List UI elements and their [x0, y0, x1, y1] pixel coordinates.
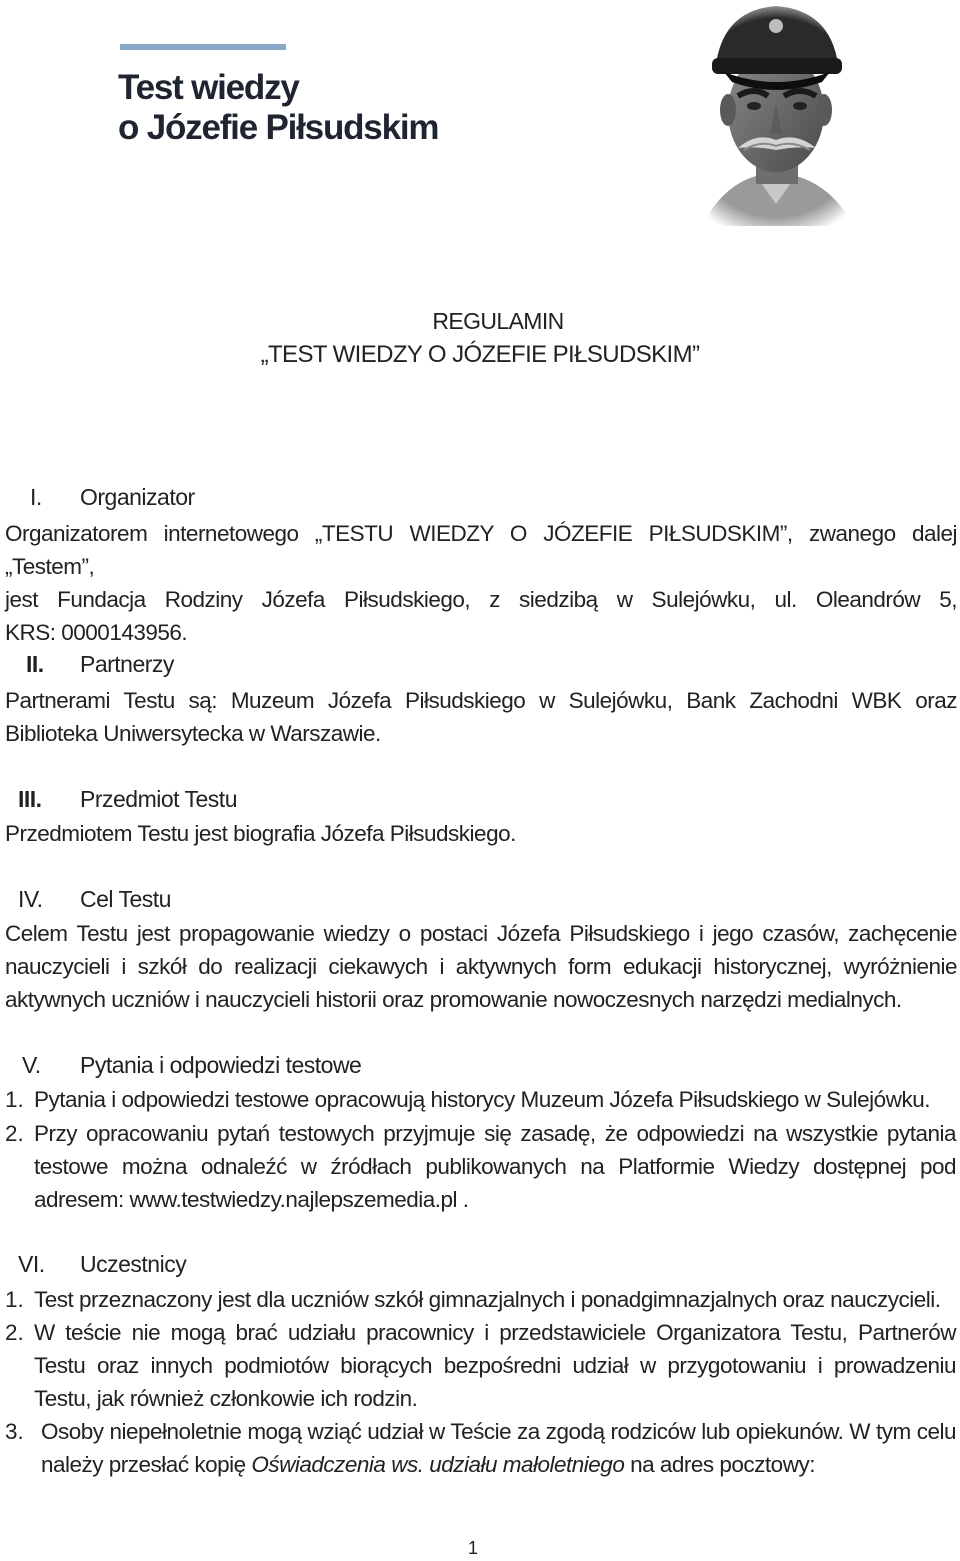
section-5-item-1-number: 1. — [5, 1087, 24, 1112]
section-6-item-1-line: Test przeznaczony jest dla uczniów szkół gimnazjalnych i ponadgimnazjalnych oraz nauczycieli. — [34, 1287, 941, 1312]
section-5-title: Pytania i odpowiedzi testowe — [80, 1052, 362, 1078]
section-6-item-1-number: 1. — [5, 1287, 24, 1312]
section-5-item-2-number: 2. — [5, 1121, 24, 1146]
section-3-body — [5, 817, 957, 850]
portrait-photo-icon — [672, 0, 880, 226]
logo — [118, 68, 438, 148]
section-1-number: I. — [30, 484, 42, 510]
section-2-title: Partnerzy — [80, 651, 174, 677]
section-1-body — [5, 517, 957, 649]
section-3-number: III. — [18, 786, 42, 812]
section-6-number: VI. — [18, 1251, 45, 1277]
section-2-number: II. — [26, 651, 44, 677]
section-6-item-3-number: 3. — [5, 1419, 24, 1444]
section-1-line: jest Fundacja Rodziny Józefa Piłsudskiego, z siedzibą w Sulejówku, ul. Oleandrów 5, — [5, 587, 957, 612]
section-4-line: nauczycieli i szkół do realizacji ciekawych i aktywnych form edukacji historycznej, wyróżnienie — [5, 954, 957, 979]
section-5-item-2-line: testowe można odnaleźć w źródłach publikowanych na Platformie Wiedzy dostępnej pod — [34, 1154, 956, 1179]
section-5-number: V. — [22, 1052, 41, 1078]
logo-line-1: Test wiedzy — [118, 68, 299, 107]
doc-title-line-2: „TEST WIEDZY O JÓZEFIE PIŁSUDSKIM” — [260, 341, 700, 368]
section-6-title: Uczestnicy — [80, 1251, 187, 1277]
section-1-line: Organizatorem internetowego „TESTU WIEDZY O JÓZEFIE PIŁSUDSKIM”, zwanego dalej „Testem”, — [5, 521, 957, 579]
section-6-item-3 — [41, 1415, 956, 1481]
section-2-body — [5, 684, 957, 750]
section-5-item-1 — [34, 1083, 954, 1116]
logo-line-2: o Józefie Piłsudskim — [118, 108, 439, 147]
section-4-title: Cel Testu — [80, 886, 171, 912]
declaration-form-name: Oświadczenia ws. udziału małoletniego — [251, 1452, 625, 1477]
section-4-line: aktywnych uczniów i nauczycieli historii oraz promowanie nowoczesnych narzędzi medialnych. — [5, 987, 902, 1012]
section-6-item-2-number: 2. — [5, 1320, 24, 1345]
section-4-body — [5, 917, 957, 1016]
section-6-item-2 — [34, 1316, 956, 1415]
section-6-item-2-line: W teście nie mogą brać udziału pracownicy i przedstawiciele Organizatora Testu, Partnerów — [34, 1320, 956, 1345]
section-4-line: Celem Testu jest propagowanie wiedzy o postaci Józefa Piłsudskiego i jego czasów, zachęcenie — [5, 921, 957, 946]
section-3-title: Przedmiot Testu — [80, 786, 237, 812]
section-1-line: KRS: 0000143956. — [5, 620, 188, 645]
section-6-item-2-line: Testu oraz innych podmiotów biorących bezpośredni udział w przygotowaniu i prowadzeniu — [34, 1353, 956, 1378]
section-6-item-3-line: Osoby niepełnoletnie mogą wziąć udział w Teście za zgodą rodziców lub opiekunów. W tym celu — [41, 1419, 956, 1444]
page-number: 1 — [468, 1538, 479, 1558]
section-6-item-3-text: należy przesłać kopię — [41, 1452, 252, 1477]
section-5-item-2-line: adresem: www.testwiedzy.najlepszemedia.pl . — [34, 1187, 469, 1212]
section-6-item-2-line: Testu, jak również członkowie ich rodzin. — [34, 1386, 418, 1411]
logo-accent-bar — [120, 44, 286, 50]
section-2-line: Partnerami Testu są: Muzeum Józefa Piłsudskiego w Sulejówku, Bank Zachodni WBK oraz — [5, 688, 957, 713]
section-6-item-3-text: na adres pocztowy: — [624, 1452, 815, 1477]
section-5-item-2 — [34, 1117, 956, 1216]
section-5-item-2-line: Przy opracowaniu pytań testowych przyjmuje się zasadę, że odpowiedzi na wszystkie pytania — [34, 1121, 956, 1146]
section-6-item-1 — [34, 1283, 956, 1316]
section-2-line: Biblioteka Uniwersytecka w Warszawie. — [5, 721, 381, 746]
section-3-line: Przedmiotem Testu jest biografia Józefa Piłsudskiego. — [5, 821, 516, 846]
section-6-item-3-line — [41, 1448, 956, 1481]
section-1-title: Organizator — [80, 484, 195, 510]
doc-title-line-1: REGULAMIN — [432, 308, 564, 334]
section-5-item-1-line: Pytania i odpowiedzi testowe opracowują historycy Muzeum Józefa Piłsudskiego w Sulejówku. — [34, 1087, 930, 1112]
section-4-number: IV. — [18, 886, 43, 912]
